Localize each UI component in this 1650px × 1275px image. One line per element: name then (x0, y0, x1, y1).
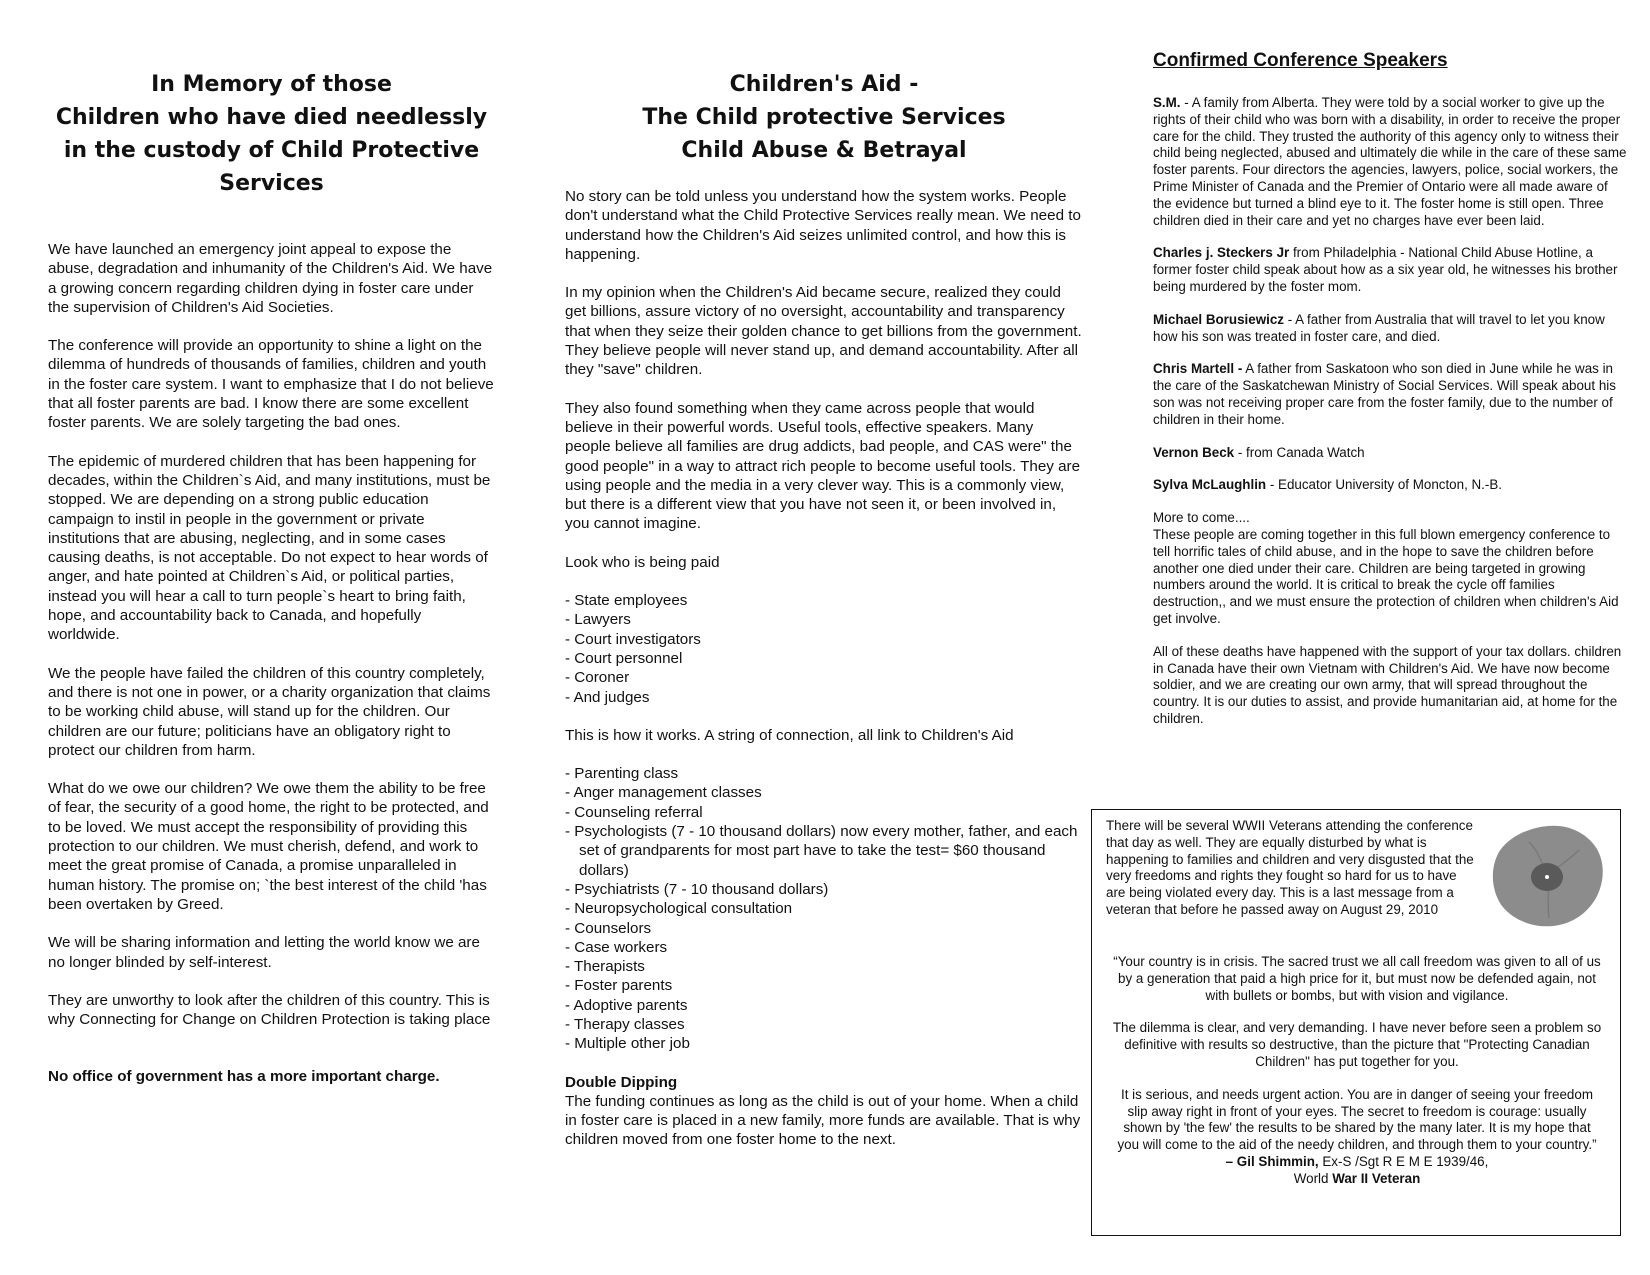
speaker-description: from Philadelphia - National Child Abuse Hotline, a former foster child speak about how as a six year old, he witnesses his brother being murdered by the foster mom. (1153, 245, 1618, 294)
speaker-name: S.M. (1153, 95, 1181, 110)
speaker-entry (1153, 245, 1628, 295)
list-item: - Counseling referral (565, 803, 703, 821)
list-item: - Counselors (565, 919, 652, 937)
paragraph: We will be sharing information and letting the world know we are no longer blinded by self-interest. (48, 934, 480, 971)
paragraph: All of these deaths have happened with the support of your tax dollars. children in Canada have their own Vietnam with Children's Aid. We have now become soldier, and we are creating our own army, that will spread throughout the country. It is our duties to assist, and provide humanitarian aid, at home for the children. (1153, 643, 1622, 726)
speaker-entry (1153, 361, 1628, 428)
poppy-icon (1489, 822, 1607, 928)
title-line: In Memory of those (151, 72, 392, 97)
speaker-name: Michael Borusiewicz (1153, 311, 1284, 327)
list-item: - Multiple other job (565, 1035, 690, 1053)
quote-signature (1112, 1154, 1602, 1188)
quote-paragraph: It is serious, and needs urgent action. You are in danger of seeing your freedom slip away right in front of your eyes. The secret to freedom is courage: usually shown by 'the few' the results to be shared by the many later. It is my hope that you will come to the aid of the needy children, and through them to your country.” (1117, 1086, 1597, 1153)
speakers-list (1153, 95, 1628, 744)
paragraph: We have launched an emergency joint appeal to expose the abuse, degradation and inhumanity of the Children's Aid. We have a growing concern regarding children dying in foster care under the supervision of Children's Aid Societies. (48, 241, 493, 316)
paragraph: This is how it works. A string of connection, all link to Children's Aid (565, 726, 1014, 744)
list-item: - Adoptive parents (565, 996, 688, 1014)
paragraph: No story can be told unless you understand how the system works. People don't understand what the Child Protective Services really mean. We need to understand how the Children's Aid seizes unlimited control, and how this is happening. (565, 188, 1081, 263)
title-line: Services (219, 171, 324, 196)
list-item: - Therapy classes (565, 1015, 685, 1033)
list-item: - Therapists (565, 958, 645, 976)
speaker-entry (1153, 95, 1628, 229)
memorial-body (48, 240, 495, 1106)
veteran-intro: There will be several WWII Veterans attending the conference that day as well. They are equally disturbed by what is happening to families and children and very disgusted that the very freedoms and rights they fought so hard for us to have are being violated every day. This is a last message from a veteran that before he passed away on August 29, 2010 (1106, 818, 1474, 917)
paragraph: We the people have failed the children of this country completely, and there is not one in power, or a charity organization that claims to be working child abuse, will stand up for the children. Our children are our future; politicians have an obligatory right to protect our children from harm. (48, 664, 491, 759)
list-item: - Lawyers (565, 611, 631, 629)
speaker-entry (1153, 312, 1628, 346)
memorial-title (48, 68, 495, 200)
speaker-description: A father from Saskatoon who son died in June while he was in the care of the Saskatchewan Ministry of Social Services. Will speak about his son was not receiving proper care from the foster family, due to the number of children in their home. (1153, 361, 1616, 427)
paragraph: Look who is being paid (565, 553, 720, 571)
list-item: - Court investigators (565, 630, 701, 648)
veteran-message-box (1091, 809, 1621, 1236)
list-item: - And judges (565, 688, 650, 706)
more-to-come: More to come.... (1153, 510, 1250, 526)
double-dipping-heading: Double Dipping (565, 1073, 678, 1091)
signature-world: World (1293, 1170, 1333, 1186)
speaker-name: Vernon Beck (1153, 444, 1235, 460)
quote-paragraph: “Your country is in crisis. The sacred trust we all call freedom was given to all of us by a generation that paid a high price for it, but must now be defended again, not with bullets or bombs, but with vision and vigilance. (1113, 954, 1601, 1003)
connection-list (565, 764, 1083, 1053)
list-item: - Coroner (565, 669, 630, 687)
speaker-name: Charles j. Steckers Jr (1153, 245, 1290, 261)
speaker-name: Chris Martell - (1153, 361, 1243, 377)
title-line: in the custody of Child Protective (63, 138, 480, 163)
speaker-description: - A family from Alberta. They were told by a social worker to give up the rights of their child who was born with a disability, in order to receive the proper care for the child. They trusted the authority of this agency only to witness their child being neglected, abused and ultimately die while in the care of these same foster parents. Four directors the agencies, lawyers, police, social workers, the Prime Minister of Canada and the Premier of Ontario were all made aware of the evidence but turned a blind eye to it. The foster home is still open. Three children died in their care and yet no charges have ever been laid. (1153, 95, 1627, 228)
paragraph: The epidemic of murdered children that has been happening for decades, within the Children`s Aid, and many institutions, must be stopped. We are depending on a strong public education campaign to instil in people in the government or private institutions that are abusing, neglecting, and in some cases causing deaths, is not acceptable. Do not expect to hear words of anger, and hate pointed at Children`s Aid, or political parties, instead you will hear a call to turn people`s heart to bring faith, hope, and accountability back to Canada, and hopefully worldwide. (48, 452, 491, 644)
list-item: - Parenting class (565, 765, 679, 783)
title-line: The Child protective Services (642, 105, 1006, 130)
speaker-description: - A father from Australia that will travel to let you know how his son was treated in foster care, and died. (1153, 311, 1605, 344)
title-line: Children who have died needlessly (55, 105, 488, 130)
list-item: - Anger management classes (565, 784, 762, 802)
paragraph: They are unworthy to look after the children of this country. This is why Connecting for Change on Children Protection is taking place (48, 991, 491, 1029)
title-line: Children's Aid - (729, 72, 919, 97)
quote-paragraph: The dilemma is clear, and very demanding. I have never before seen a problem so definitive with results so destructive, than the picture that "Protecting Canadian Children" has put together for you. (1112, 1020, 1602, 1069)
paragraph: In my opinion when the Children's Aid became secure, realized they could get billions, assure victory of no oversight, accountability and transparency that when they seize their golden chance to get billions from the government. They believe people will never stand up, and demand accountability. After all they "save" children. (565, 284, 1082, 379)
paragraph: They also found something when they came across people that would believe in their powerful words. Useful tools, effective speakers. Many people believe all families are drug addicts, bad people, and CAS were" the good people" in a way to attract rich people to become useful tools. They are using people and the media in a very clever way. This is a commonly view, but there is a different view that you have not seen it, or been involved in, you cannot imagine. (565, 399, 1081, 533)
list-item: - Case workers (565, 938, 668, 956)
signature-veteran: War II Veteran (1332, 1170, 1421, 1186)
speaker-name: Sylva McLaughlin (1153, 477, 1267, 493)
paragraph: The funding continues as long as the child is out of your home. When a child in foster care is placed in a new family, more funds are available. That is why children moved from one foster home to the next. (565, 1092, 1081, 1149)
closing-statement: No office of government has a more important charge. (48, 1068, 440, 1086)
list-item: - Foster parents (565, 977, 673, 995)
childrens-aid-title (565, 68, 1083, 167)
speaker-description: - Educator University of Moncton, N.-B. (1266, 477, 1503, 493)
speaker-entry (1153, 445, 1628, 462)
list-item: - Psychologists (7 - 10 thousand dollars) now every mother, father, and each set of grandparents for most part have to take the test= $60 thousand dollars) (565, 823, 1078, 879)
list-item: - Psychiatrists (7 - 10 thousand dollars) (565, 880, 829, 898)
paid-list (565, 591, 1083, 707)
signature-name: – Gil Shimmin, (1225, 1153, 1319, 1169)
speaker-entry (1153, 477, 1628, 494)
childrens-aid-body (565, 187, 1083, 1169)
speakers-heading: Confirmed Conference Speakers (1153, 50, 1448, 71)
paragraph: These people are coming together in this full blown emergency conference to tell horrific tales of child abuse, and in the hope to save the children before another one died under their care. Children are being targeted in growing numbers around the world. It is critical to break the cycle off families destruction,, and we must ensure the protection of children when children's Aid get involve. (1153, 526, 1619, 626)
speaker-description: - from Canada Watch (1234, 444, 1365, 460)
list-item: - Court personnel (565, 649, 683, 667)
paragraph: What do we owe our children? We owe them the ability to be free of fear, the security of a good home, the right to be protected, and to be loved. We must accept the responsibility of providing this protection to our children. We must cherish, defend, and work to meet the great promise of Canada, a promise unparalleled in human history. The promise on; `the best interest of the child 'has been overtaken by Greed. (48, 780, 489, 913)
veteran-quote (1112, 954, 1602, 1188)
list-item: - State employees (565, 592, 688, 610)
list-item: - Neuropsychological consultation (565, 900, 793, 918)
signature-rank: Ex-S /Sgt R E M E 1939/46, (1318, 1153, 1489, 1169)
paragraph: The conference will provide an opportunity to shine a light on the dilemma of hundreds of thousands of families, children and youth in the foster care system. I want to emphasize that I do not believe that all foster parents are bad. I know there are some excellent foster parents. We are solely targeting the bad ones. (48, 337, 494, 432)
title-line: Child Abuse & Betrayal (681, 138, 967, 163)
